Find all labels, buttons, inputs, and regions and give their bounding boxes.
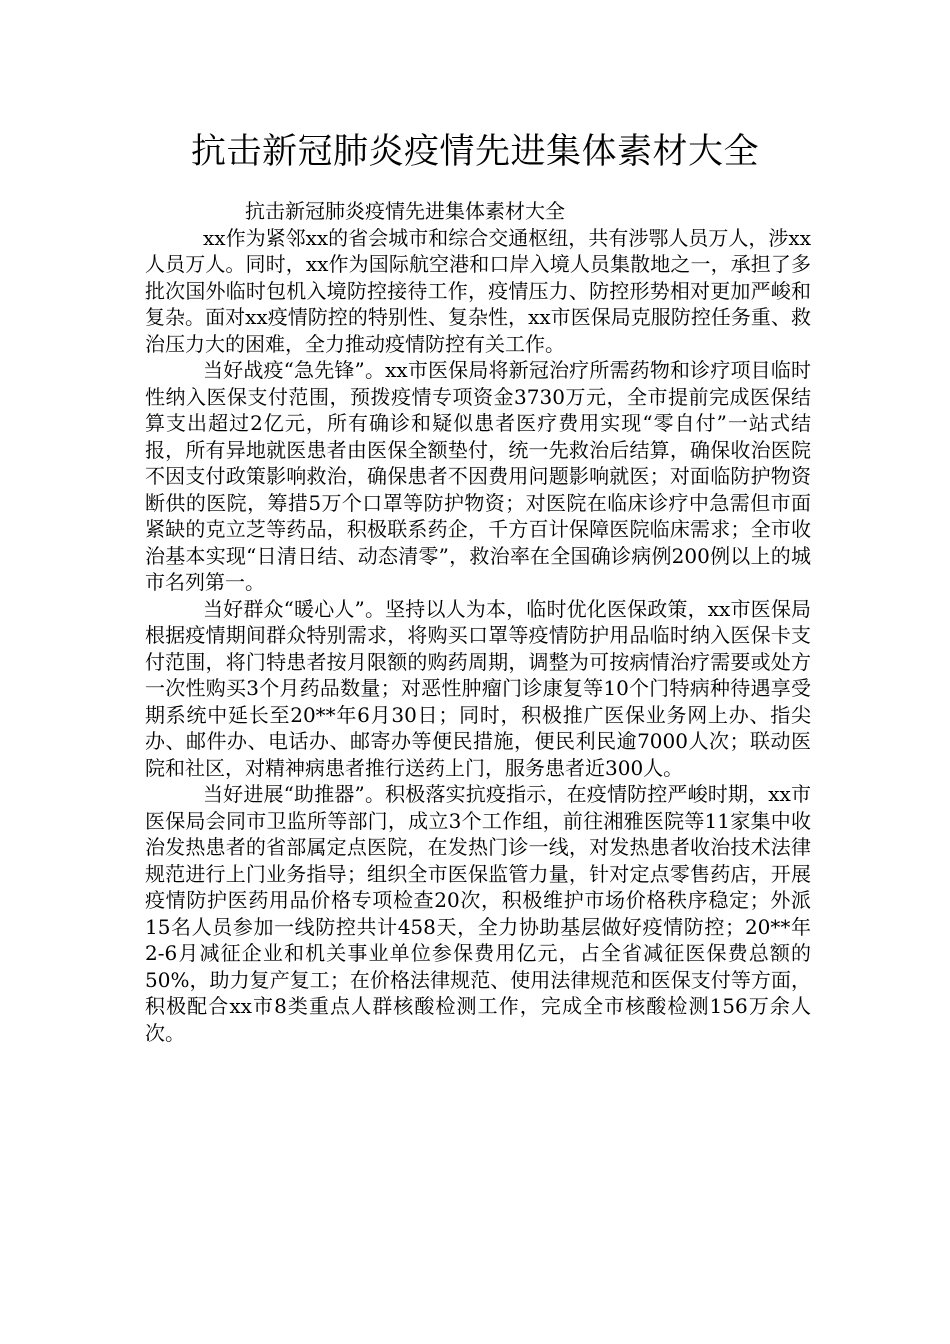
paragraph-warm-heart: 当好群众“暖心人”。坚持以人为本，临时优化医保政策，xx市医保局根据疫情期间群众特别需求，将购买口罩等疫情防护用品临时纳入医保卡支付范围，将门特患者按月限额的购药周期，调整为可按病情治疗需要或处方一次性购买3个月药品数量；对恶性肿瘤门诊康复等10个门特病种待遇享受期系统中延长至20**年6月30日；同时，积极推广医保业务网上办、指尖办、邮件办、电话办、邮寄办等便民措施，便民利民逾7000人次；联动医院和社区，对精神病患者推行送药上门，服务患者近300人。	[145, 596, 811, 780]
document-subtitle: 抗击新冠肺炎疫情先进集体素材大全	[245, 199, 565, 223]
document-body	[145, 198, 811, 1046]
paragraph-vanguard: 当好战疫“急先锋”。xx市医保局将新冠治疗所需药物和诊疗项目临时性纳入医保支付范围，预拨疫情专项资金3730万元，全市提前完成医保结算支出超过2亿元，所有确诊和疑似患者医疗费用实现“零自付”一站式结报，所有异地就医患者由医保全额垫付，统一先救治后结算，确保收治医院不因支付政策影响救治，确保患者不因费用问题影响就医；对面临防护物资断供的医院，筹措5万个口罩等防护物资；对医院在临床诊疗中急需但市面紧缺的克立芝等药品，积极联系药企，千方百计保障医院临床需求；全市收治基本实现“日清日结、动态清零”，救治率在全国确诊病例200例以上的城市名列第一。	[145, 358, 811, 594]
paragraph-booster: 当好进展“助推器”。积极落实抗疫指示，在疫情防控严峻时期，xx市医保局会同市卫监所等部门，成立3个工作组，前往湘雅医院等11家集中收治发热患者的省部属定点医院，在发热门诊一线，对发热患者收治技术法律规范进行上门业务指导；组织全市医保监管力量，针对定点零售药店，开展疫情防护医药用品价格专项检查20次，积极维护市场价格秩序稳定；外派15名人员参加一线防控共计458天，全力协助基层做好疫情防控；20**年2-6月减征企业和机关事业单位参保费用亿元，占全省减征医保费总额的50%，助力复产复工；在价格法律规范、使用法律规范和医保支付等方面，积极配合xx市8类重点人群核酸检测工作，完成全市核酸检测156万余人次。	[145, 782, 811, 1045]
paragraph-intro: xx作为紧邻xx的省会城市和综合交通枢纽，共有涉鄂人员万人，涉xx人员万人。同时，xx作为国际航空港和口岸入境人员集散地之一，承担了多批次国外临时包机入境防控接待工作，疫情压力、防控形势相对更加严峻和复杂。面对xx疫情防控的特别性、复杂性，xx市医保局克服防控任务重、救治压力大的困难，全力推动疫情防控有关工作。	[145, 225, 811, 356]
document-title: 抗击新冠肺炎疫情先进集体素材大全	[190, 132, 759, 172]
